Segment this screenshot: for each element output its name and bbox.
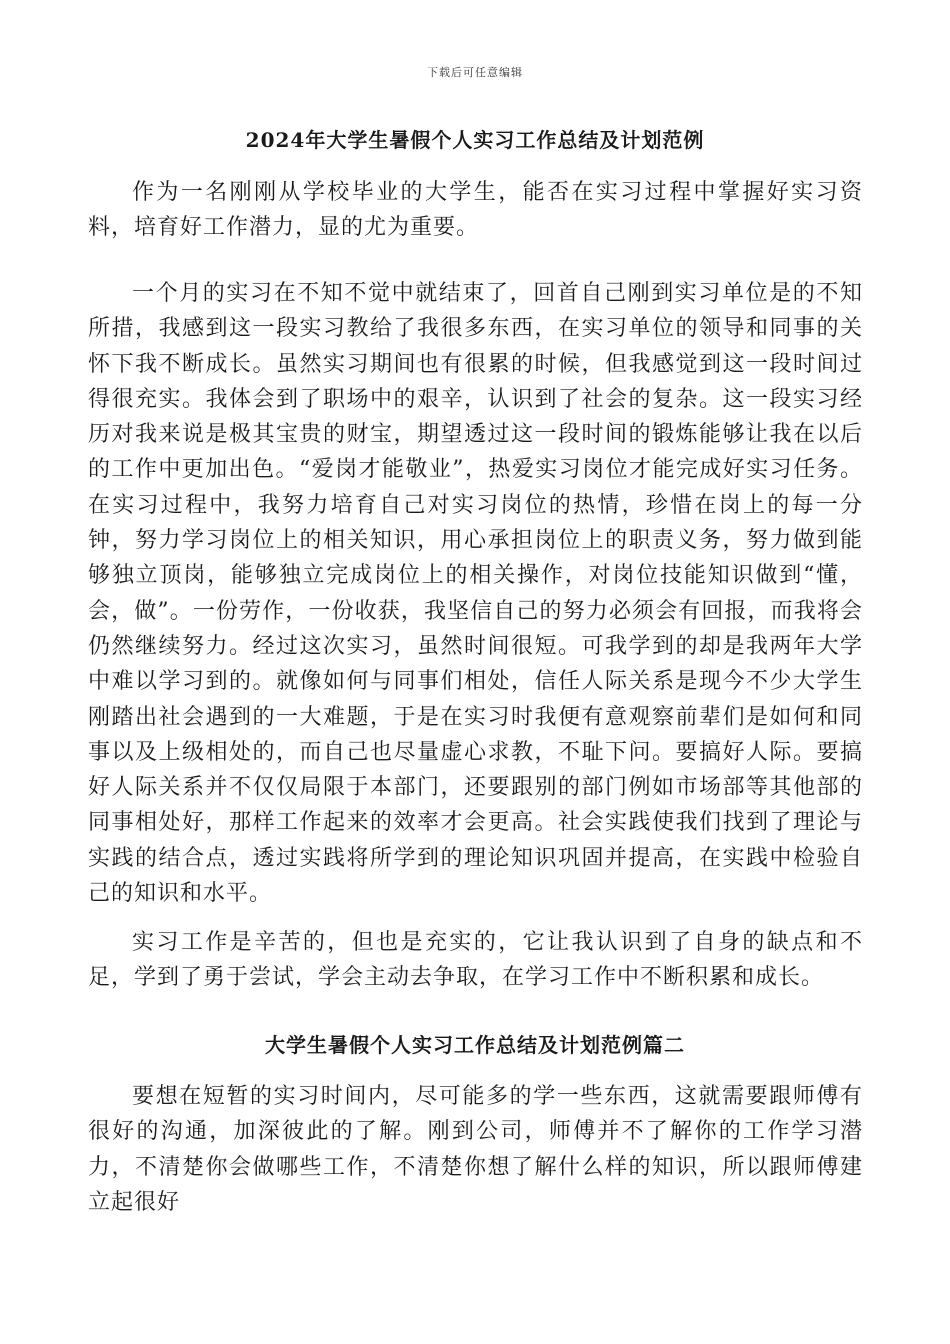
paragraph: 一个月的实习在不知不觉中就结束了，回首自己刚到实习单位是的不知所措，我感到这一段实习教给了我很多东西，在实习单位的领导和同事的关怀下我不断成长。虽然实习期间也有很累的时候，但我感觉到这一段时间过得很充实。我体会到了职场中的艰辛，认识到了社会的复杂。这一段实习经历对我来说是极其宝贵的财宝，期望透过这一段时间的锻炼能够让我在以后的工作中更加出色。“爱岗才能敬业”，热爱实习岗位才能完成好实习任务。在实习过程中，我努力培育自己对实习岗位的热情，珍惜在岗上的每一分钟，努力学习岗位上的相关知识，用心承担岗位上的职责义务，努力做到能够独立顶岗，能够独立完成岗位上的相关操作，对岗位技能知识做到“懂，会，做”。一份劳作，一份收获，我坚信自己的努力必须会有回报，而我将会仍然继续努力。经过这次实习，虽然时间很短。可我学到的却是我两年大学中难以学习到的。就像如何与同事们相处，信任人际关系是现今不少大学生刚踏出社会遇到的一大难题，于是在实习时我便有意观察前辈们是如何和同事以及上级相处的，而自己也尽量虚心求教，不耻下问。要搞好人际。要搞好人际关系并不仅仅局限于本部门，还要跟别的部门例如市场部等其他部的同事相处好，那样工作起来的效率才会更高。社会实践使我们找到了理论与实践的结合点，透过实践将所学到的理论知识巩固并提高，在实践中检验自己的知识和水平。 (88, 281, 863, 907)
document-title: 2024年大学生暑假个人实习工作总结及计划范例 (245, 128, 705, 152)
paragraph: 要想在短暂的实习时间内，尽可能多的学一些东西，这就需要跟师傅有很好的沟通，加深彼此的了解。刚到公司，师傅并不了解你的工作学习潜力，不清楚你会做哪些工作，不清楚你想了解什么样的知识，所以跟师傅建立起很好 (88, 1084, 863, 1215)
section-title: 大学生暑假个人实习工作总结及计划范例篇二 (265, 1033, 685, 1057)
page-header-note: 下载后可任意编辑 (427, 66, 523, 79)
paragraph: 作为一名刚刚从学校毕业的大学生，能否在实习过程中掌握好实习资料，培育好工作潜力，显的尤为重要。 (88, 180, 863, 241)
paragraph: 实习工作是辛苦的，但也是充实的，它让我认识到了自身的缺点和不足，学到了勇于尝试，学会主动去争取，在学习工作中不断积累和成长。 (88, 930, 863, 991)
